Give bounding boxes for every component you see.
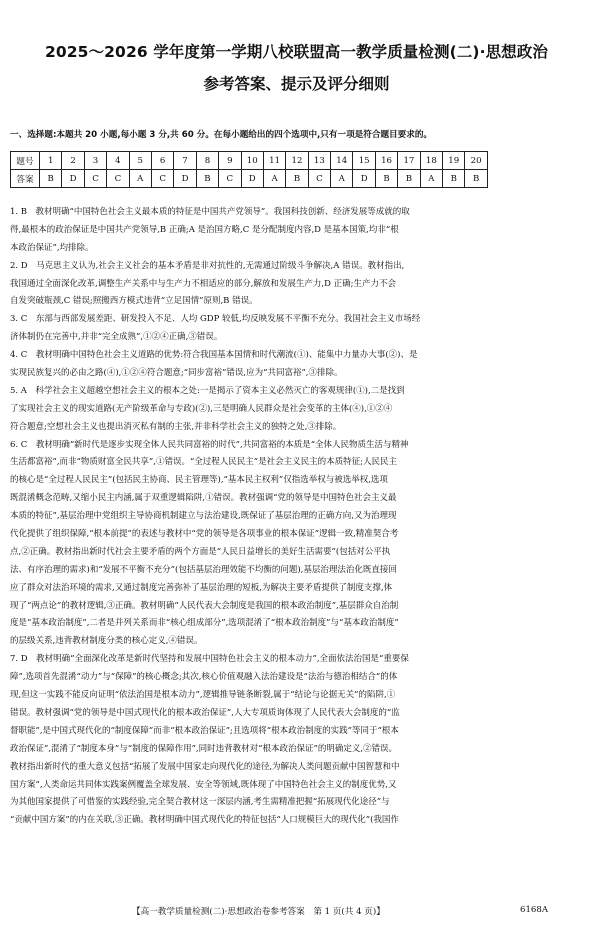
question-number-cell: 4 — [107, 152, 129, 170]
text-line: 督职能”,是中国式现代化的“制度保障”而非“根本政治保证”;且选项将“根本政治制度的实践”等同于“根本 — [10, 725, 399, 736]
answer-cell: C — [308, 170, 330, 188]
footer-text: 【高一教学质量检测(二)·思想政治卷参考答案 第 1 页(共 4 页)】 — [132, 907, 385, 917]
answer-cell: C — [219, 170, 241, 188]
answer-cell: B — [465, 170, 487, 188]
text-line: 错误。教材强调“党的领导是中国式现代化的根本政治保证”,人大专项质询体现了人民代表大会制度的“监 — [10, 707, 400, 718]
question-number-cell: 5 — [129, 152, 151, 170]
answer-cell: A — [263, 170, 285, 188]
text-line: 符合题意;空想社会主义也提出消灭私有制的主张,并非科学社会主义的独特之处,③排除。 — [10, 421, 342, 432]
question-number-cell: 13 — [308, 152, 330, 170]
page-subtitle: 参考答案、提示及评分细则 — [203, 75, 390, 93]
text-line: 现,但这一实践不能反向证明“依法治国是根本动力”,逻辑推导链条断裂,属于“结论与论据无关”的陷阱,① — [10, 690, 396, 701]
text-line: 度是“基本政治制度”,二者是并列关系而非“核心组成部分”,选项混淆了“根本政治制度”与“基本政治制度” — [10, 618, 399, 629]
text-line: 2. D 马克思主义认为,社会主义社会的基本矛盾是非对抗性的,无需通过阶级斗争解决,A 错误。教材指出, — [10, 260, 405, 271]
text-line: 本政治保证”,均排除。 — [10, 242, 94, 253]
question-number-cell: 3 — [84, 152, 106, 170]
footer-code: 6168A — [520, 905, 549, 915]
answer-cell: A — [129, 170, 151, 188]
question-number-cell: 14 — [331, 152, 353, 170]
text-line: 代化提供了组织保障,“根本前提”的表述与教材中“党的领导是各项事业的根本保证”逻辑一致,精准契合考 — [10, 529, 399, 540]
text-line: “贡献中国方案”的内在关联,③正确。教材明确中国式现代化的特征包括“人口规模巨大的现代化”(我国作 — [10, 815, 399, 826]
text-line: 实现民族复兴的必由之路(④),①②④符合题意;“同步富裕”错误,应为“共同富裕”,③排除。 — [10, 368, 343, 379]
text-line: 为其他国家提供了可借鉴的实践经验,完全契合教材这一深层内涵,考生需精准把握“拓展现代化途径”与 — [10, 797, 390, 808]
answer-cell: B — [375, 170, 397, 188]
page-title: 2025～2026 学年度第一学期八校联盟高一教学质量检测(二)·思想政治 — [45, 43, 548, 61]
question-number-row — [11, 152, 488, 170]
question-number-cell: 1 — [40, 152, 62, 170]
row-label-answer: 答案 — [11, 170, 40, 188]
answer-cell: B — [443, 170, 465, 188]
text-line: 得,最根本的政治保证是中国共产党领导,B 正确;A 是治国方略,C 是分配制度内容,D 是基本国策,均非“根 — [10, 224, 399, 235]
text-line: 障”,选项首先混淆“动力”与“保障”的核心概念;其次,核心价值观融入法治建设是“法治与德治相结合”的体 — [10, 672, 398, 683]
text-line: 国方案”,人类命运共同体实践案例覆盖全球发展、安全等领域,既体现了中国特色社会主义的制度优势,又 — [10, 779, 397, 790]
text-line: 本质的特征”,基层治理中党组织主导协商机制建立与法治建设,既保证了基层治理的正确方向,又为治理现 — [10, 511, 397, 522]
row-label-number: 题号 — [11, 152, 40, 170]
question-number-cell: 17 — [398, 152, 420, 170]
answer-cell: C — [107, 170, 129, 188]
question-number-cell: 16 — [375, 152, 397, 170]
question-number-cell: 15 — [353, 152, 375, 170]
question-number-cell: 19 — [443, 152, 465, 170]
answer-cell: A — [331, 170, 353, 188]
question-number-cell: 12 — [286, 152, 308, 170]
text-line: 7. D 教材明确“全面深化改革是新时代坚持和发展中国特色社会主义的根本动力”,全面依法治国是“重要保 — [10, 654, 409, 665]
text-line: 点,②正确。教材指出新时代社会主要矛盾的两个方面是“人民日益增长的美好生活需要”(包括对公平执 — [10, 546, 391, 557]
answer-cell: B — [286, 170, 308, 188]
answer-cell: C — [84, 170, 106, 188]
text-line: 应了群众对法治环境的需求,又通过制度完善弥补了基层治理的短板,为解决主要矛盾提供了制度支撑,体 — [10, 582, 393, 593]
text-line: 现了“两点论”的教材逻辑,③正确。教材明确“人民代表大会制度是我国的根本政治制度”,基层群众自治制 — [10, 600, 399, 611]
text-line: 既混淆概念范畴,又缩小民主内涵,属于双重逻辑陷阱,①错误。教材强调“党的领导是中国特色社会主义最 — [10, 493, 397, 504]
question-number-cell: 8 — [196, 152, 218, 170]
answer-cell: A — [420, 170, 442, 188]
text-line: 1. B 教材明确“中国特色社会主义最本质的特征是中国共产党领导”。我国科技创新、经济发展等成就的取 — [10, 207, 410, 217]
answer-table — [10, 151, 488, 188]
text-line: 3. C 东部与西部发展差距、研发投入不足、人均 GDP 较低,均反映发展不平衡不充分。我国社会主义市场经 — [10, 314, 421, 325]
text-line: 4. C 教材明确中国特色社会主义道路的优势:符合我国基本国情和时代潮流(①)、能集中力量办大事(②)、是 — [10, 350, 418, 361]
question-number-cell: 6 — [151, 152, 173, 170]
question-number-cell: 9 — [219, 152, 241, 170]
answer-cell: B — [398, 170, 420, 188]
text-line: 自发突破瓶颈,C 错误;照搬西方模式违背“立足国情”原则,B 错误。 — [10, 296, 258, 307]
text-line: 了实现社会主义的现实道路(无产阶级革命与专政)(②),三是明确人民群众是社会变革的主体(④),①②④ — [10, 403, 393, 414]
question-number-cell: 2 — [62, 152, 84, 170]
answer-cell: C — [151, 170, 173, 188]
answer-cell: D — [353, 170, 375, 188]
explanations — [10, 204, 582, 830]
answer-cell: B — [40, 170, 62, 188]
section-instructions: 一、选择题:本题共 20 小题,每小题 3 分,共 60 分。在每小题给出的四个选项中,只有一项是符合题目要求的。 — [10, 130, 433, 140]
question-number-cell: 7 — [174, 152, 196, 170]
text-line: 政治保证”,混淆了“制度本身”与“制度的保障作用”,同时违背教材对“根本政治保证”的明确定义,②错误。 — [10, 743, 398, 754]
text-line: 5. A 科学社会主义超越空想社会主义的根本之处:一是揭示了资本主义必然灭亡的客观规律(①),二是找到 — [10, 385, 405, 396]
text-line: 教材指出新时代的重大意义包括“拓展了发展中国家走向现代化的途径,为解决人类问题贡献中国智慧和中 — [10, 761, 400, 772]
answer-row — [11, 170, 488, 188]
question-number-cell: 18 — [420, 152, 442, 170]
text-line: 的层级关系,违背教材制度分类的核心定义,④错误。 — [10, 636, 203, 647]
question-number-cell: 11 — [263, 152, 285, 170]
answer-cell: D — [241, 170, 263, 188]
text-line: 6. C 教材明确“新时代是逐步实现全体人民共同富裕的时代”,共同富裕的本质是“全体人民物质生活与精神 — [10, 439, 409, 450]
text-line: 济体制仍在完善中,并非“完全成熟”,①②④正确,③错误。 — [10, 332, 223, 343]
text-line: 我国通过全面深化改革,调整生产关系中与生产力不相适应的部分,解放和发展生产力,D 正确;生产力不会 — [10, 278, 396, 289]
answer-cell: D — [62, 170, 84, 188]
answer-cell: B — [196, 170, 218, 188]
text-line: 生活都富裕”,而非“物质财富全民共享”,①错误。“全过程人民民主”是社会主义民主的本质特征;人民民主 — [10, 457, 397, 468]
question-number-cell: 10 — [241, 152, 263, 170]
question-number-cell: 20 — [465, 152, 487, 170]
text-line: 的核心是“全过程人民民主”(包括民主协商、民主管理等),“基本民主权利”仅指选举权与被选举权,选项 — [10, 475, 388, 486]
answer-cell: D — [174, 170, 196, 188]
text-line: 法、有序治理的需求)和“发展不平衡不充分”(包括基层治理效能不均衡的问题),基层治理法治化既直接回 — [10, 564, 397, 575]
